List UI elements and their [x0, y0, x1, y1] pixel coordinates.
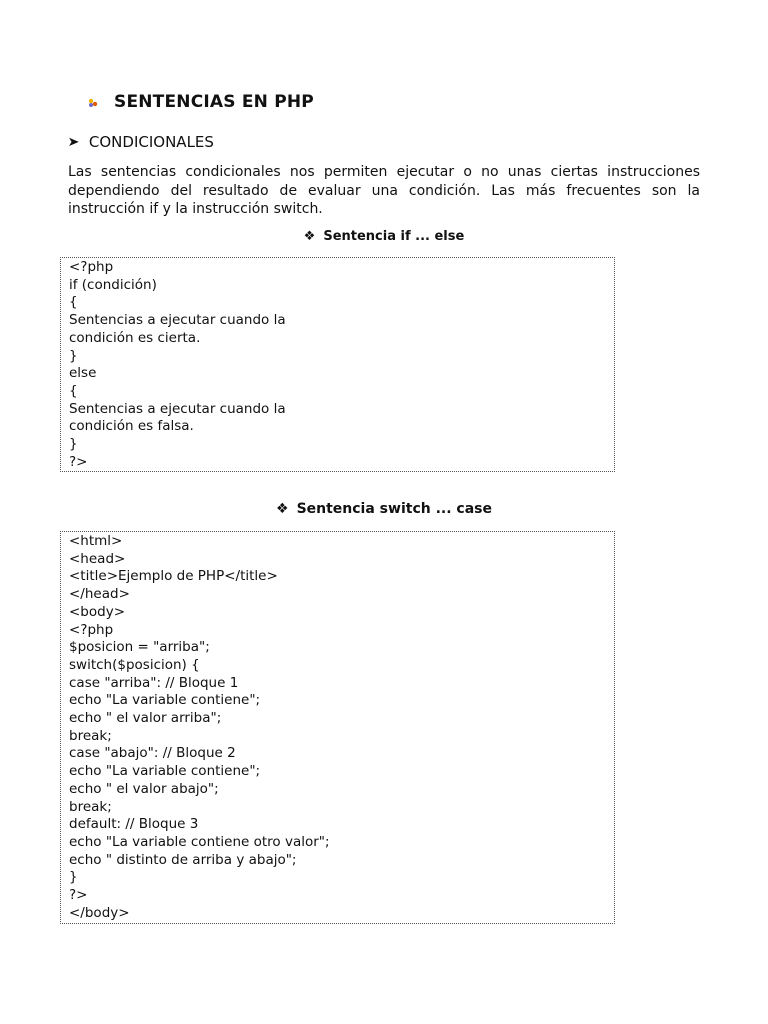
code-line: <html> — [69, 533, 123, 549]
intro-paragraph: Las sentencias condicionales nos permiten ejecutar o no unas ciertas instrucciones dependiendo del resultado de evaluar una condición. Las más frecuentes son la instrucción if y la instrucción switch. — [68, 164, 700, 217]
page-title: SENTENCIAS EN PHP — [114, 92, 314, 112]
diamond-icon: ❖ — [276, 501, 289, 517]
diamond-icon: ❖ — [303, 229, 316, 244]
code-line: } — [69, 347, 78, 364]
code-line: ?> — [69, 887, 88, 904]
code-line: echo " el valor abajo"; — [69, 780, 219, 797]
code-line: case "abajo": // Bloque 2 — [69, 745, 236, 762]
code-line: <head> — [69, 550, 126, 567]
section-heading — [68, 133, 214, 151]
code-line: <?php — [69, 259, 114, 275]
code-line: { — [69, 382, 78, 399]
flower-bullet-icon — [88, 96, 100, 108]
page-heading — [88, 92, 314, 112]
code-line: echo "La variable contiene"; — [69, 763, 261, 780]
code-line: echo "La variable contiene otro valor"; — [69, 833, 330, 850]
code-line: condición es cierta. — [69, 329, 201, 346]
code-line: condición es falsa. — [69, 418, 194, 435]
code-line: } — [69, 436, 78, 453]
code-line: echo " distinto de arriba y abajo"; — [69, 851, 297, 868]
code-line: if (condición) — [69, 276, 157, 293]
code-line: case "arriba": // Bloque 1 — [69, 674, 239, 691]
code-line: echo " el valor arriba"; — [69, 710, 222, 727]
if-else-code-box — [60, 257, 615, 472]
code-line: switch($posicion) { — [69, 656, 200, 673]
code-line: break; — [69, 798, 112, 815]
switch-case-code-box — [60, 531, 615, 924]
code-line: ?> — [69, 453, 88, 470]
if-else-subtitle-text: Sentencia if ... else — [323, 229, 465, 244]
code-line: </body> — [69, 904, 130, 921]
code-line: <?php — [69, 621, 114, 638]
code-line: <body> — [69, 603, 126, 620]
arrowhead-icon: ➤ — [67, 134, 80, 150]
switch-case-subtitle — [0, 501, 768, 517]
switch-case-subtitle-text: Sentencia switch ... case — [296, 501, 492, 517]
code-line: } — [69, 869, 78, 886]
code-line: Sentencias a ejecutar cuando la — [69, 312, 286, 329]
code-line: else — [69, 365, 97, 382]
code-line: </head> — [69, 586, 130, 603]
code-line: { — [69, 294, 78, 311]
if-else-subtitle — [0, 229, 768, 244]
code-line: default: // Bloque 3 — [69, 816, 199, 833]
code-line: echo "La variable contiene"; — [69, 692, 261, 709]
code-line: <title>Ejemplo de PHP</title> — [69, 568, 278, 585]
code-line: $posicion = "arriba"; — [69, 639, 210, 656]
code-line: Sentencias a ejecutar cuando la — [69, 400, 286, 417]
code-line: break; — [69, 727, 112, 744]
section-title: CONDICIONALES — [88, 133, 214, 151]
